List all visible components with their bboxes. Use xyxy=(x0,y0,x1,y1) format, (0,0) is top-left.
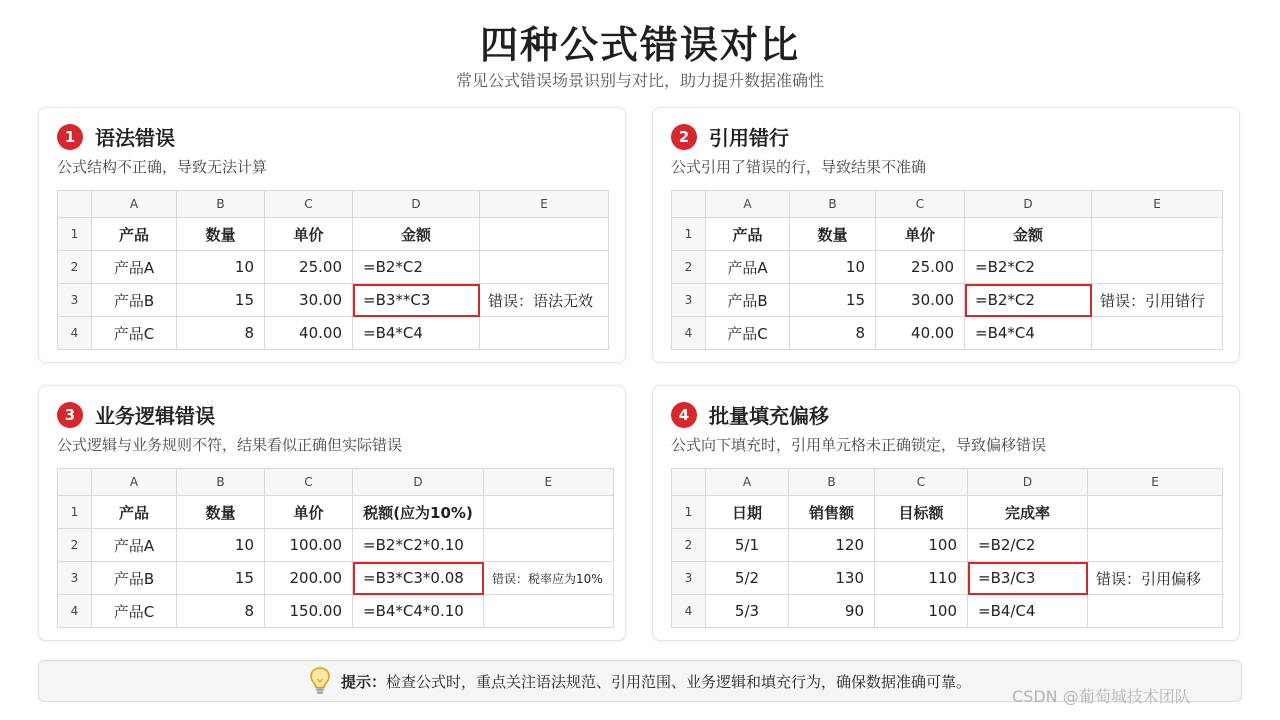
card-number-badge: 4 xyxy=(671,402,697,428)
card-description: 公式向下填充时，引用单元格未正确锁定，导致偏移错误 xyxy=(671,436,1047,454)
column-header[interactable]: A xyxy=(706,469,789,496)
card-title: 业务逻辑错误 xyxy=(95,404,215,428)
cell[interactable]: 90 xyxy=(789,595,875,628)
column-header[interactable]: E xyxy=(484,469,614,496)
row-header[interactable]: 4 xyxy=(58,595,92,628)
cell[interactable]: 40.00 xyxy=(265,317,353,350)
row-header[interactable]: 3 xyxy=(58,284,92,317)
formula-cell[interactable]: =B4/C4 xyxy=(968,595,1088,628)
row-header[interactable]: 4 xyxy=(672,317,706,350)
spreadsheet-table xyxy=(671,190,1223,350)
card-description: 公式引用了错误的行，导致结果不准确 xyxy=(671,158,927,176)
error-formula-cell[interactable]: =B3/C3 xyxy=(968,562,1088,595)
table-row xyxy=(58,284,609,317)
card-business-logic-error xyxy=(38,385,626,641)
card-title: 引用错行 xyxy=(709,126,789,150)
tip-label: 提示： xyxy=(340,672,386,691)
formula-cell[interactable]: =B2*C2*0.10 xyxy=(353,529,484,562)
cell[interactable]: 产品C xyxy=(92,595,177,628)
cell[interactable] xyxy=(480,317,609,350)
table-row xyxy=(672,317,1223,350)
cell[interactable] xyxy=(1088,496,1223,529)
column-header[interactable]: E xyxy=(1088,469,1223,496)
cell[interactable]: 15 xyxy=(177,284,265,317)
cell[interactable]: 日期 xyxy=(706,496,789,529)
cell[interactable]: 10 xyxy=(177,251,265,284)
cell[interactable] xyxy=(480,218,609,251)
column-header[interactable]: C xyxy=(875,469,968,496)
cell[interactable]: 40.00 xyxy=(876,317,965,350)
formula-cell[interactable]: =B4*C4 xyxy=(965,317,1092,350)
row-header[interactable]: 1 xyxy=(58,218,92,251)
column-header[interactable]: D xyxy=(965,191,1092,218)
cell[interactable]: 100 xyxy=(875,595,968,628)
card-syntax-error xyxy=(38,107,626,363)
card-number-badge: 2 xyxy=(671,124,697,150)
cell[interactable]: 数量 xyxy=(177,496,265,529)
row-header[interactable]: 2 xyxy=(58,529,92,562)
spreadsheet-table xyxy=(57,190,609,350)
row-header[interactable]: 4 xyxy=(672,595,706,628)
cell[interactable]: 8 xyxy=(177,317,265,350)
card-fill-offset-error xyxy=(652,385,1240,641)
column-header-row xyxy=(58,469,614,496)
cell[interactable] xyxy=(484,496,614,529)
cell[interactable]: 产品A xyxy=(92,251,177,284)
cell[interactable]: 200.00 xyxy=(265,562,353,595)
corner-cell[interactable] xyxy=(672,191,706,218)
error-message: 错误：引用偏移 xyxy=(1088,562,1223,595)
cell[interactable] xyxy=(480,251,609,284)
table-row xyxy=(58,218,609,251)
column-header[interactable]: B xyxy=(177,469,265,496)
row-header[interactable]: 4 xyxy=(58,317,92,350)
cell[interactable]: 25.00 xyxy=(876,251,965,284)
cell[interactable]: 金额 xyxy=(965,218,1092,251)
table-row xyxy=(672,251,1223,284)
cell[interactable]: 5/3 xyxy=(706,595,789,628)
column-header[interactable]: C xyxy=(265,191,353,218)
table-row xyxy=(58,251,609,284)
card-description: 公式逻辑与业务规则不符，结果看似正确但实际错误 xyxy=(57,436,403,454)
column-header-row xyxy=(672,469,1223,496)
row-header[interactable]: 2 xyxy=(672,529,706,562)
cell[interactable]: 10 xyxy=(790,251,876,284)
card-title: 批量填充偏移 xyxy=(709,404,829,428)
page-title: 四种公式错误对比 xyxy=(479,23,800,67)
cell[interactable]: 5/1 xyxy=(706,529,789,562)
table-row xyxy=(58,529,614,562)
cell[interactable]: 15 xyxy=(177,562,265,595)
cell[interactable]: 产品B xyxy=(92,284,177,317)
cell[interactable]: 产品A xyxy=(706,251,790,284)
cell[interactable]: 30.00 xyxy=(265,284,353,317)
row-header[interactable]: 1 xyxy=(672,496,706,529)
formula-cell[interactable]: =B4*C4*0.10 xyxy=(353,595,484,628)
card-description: 公式结构不正确，导致无法计算 xyxy=(57,158,268,176)
column-header[interactable]: B xyxy=(789,469,875,496)
table-row xyxy=(58,562,614,595)
watermark: CSDN @葡萄城技术团队 xyxy=(1012,687,1191,706)
card-title: 语法错误 xyxy=(95,126,175,150)
column-header[interactable]: A xyxy=(92,191,177,218)
row-header[interactable]: 3 xyxy=(58,562,92,595)
formula-cell[interactable]: =B4*C4 xyxy=(353,317,480,350)
row-header[interactable]: 2 xyxy=(672,251,706,284)
table-row xyxy=(672,496,1223,529)
formula-cell[interactable]: =B2/C2 xyxy=(968,529,1088,562)
cell[interactable]: 产品 xyxy=(92,218,177,251)
cell[interactable]: 25.00 xyxy=(265,251,353,284)
column-header[interactable]: B xyxy=(177,191,265,218)
card-header xyxy=(57,400,215,429)
table-row xyxy=(58,496,614,529)
cell[interactable] xyxy=(1092,218,1223,251)
cell[interactable]: 8 xyxy=(177,595,265,628)
card-header xyxy=(671,122,789,151)
column-header[interactable]: D xyxy=(353,469,484,496)
column-header[interactable]: A xyxy=(92,469,177,496)
card-reference-row-error xyxy=(652,107,1240,363)
cell[interactable]: 税额(应为10%) xyxy=(353,496,484,529)
spreadsheet-table xyxy=(57,468,614,628)
cell[interactable]: 金额 xyxy=(353,218,480,251)
cell[interactable]: 5/2 xyxy=(706,562,789,595)
cell[interactable]: 数量 xyxy=(790,218,876,251)
formula-cell[interactable]: =B2*C2 xyxy=(353,251,480,284)
cell[interactable] xyxy=(484,529,614,562)
card-header xyxy=(57,122,175,151)
cell[interactable]: 10 xyxy=(177,529,265,562)
cell[interactable]: 产品A xyxy=(92,529,177,562)
card-number-badge: 1 xyxy=(57,124,83,150)
error-message: 错误：语法无效 xyxy=(480,284,609,317)
cell[interactable]: 120 xyxy=(789,529,875,562)
error-formula-cell[interactable]: =B3*C3*0.08 xyxy=(353,562,484,595)
column-header[interactable]: D xyxy=(353,191,480,218)
card-header xyxy=(671,400,829,429)
cell[interactable]: 完成率 xyxy=(968,496,1088,529)
cell[interactable] xyxy=(484,595,614,628)
cell[interactable]: 产品C xyxy=(92,317,177,350)
column-header[interactable]: B xyxy=(790,191,876,218)
table-row xyxy=(672,284,1223,317)
cell[interactable]: 100.00 xyxy=(265,529,353,562)
cell[interactable]: 产品 xyxy=(706,218,790,251)
table-row xyxy=(58,317,609,350)
card-number-badge: 3 xyxy=(57,402,83,428)
cell[interactable]: 产品C xyxy=(706,317,790,350)
cell[interactable]: 产品B xyxy=(706,284,790,317)
cell[interactable]: 单价 xyxy=(265,218,353,251)
table-row xyxy=(58,595,614,628)
cell[interactable]: 150.00 xyxy=(265,595,353,628)
row-header[interactable]: 1 xyxy=(58,496,92,529)
corner-cell[interactable] xyxy=(58,469,92,496)
corner-cell[interactable] xyxy=(672,469,706,496)
column-header[interactable]: C xyxy=(265,469,353,496)
cell[interactable]: 目标额 xyxy=(875,496,968,529)
corner-cell[interactable] xyxy=(58,191,92,218)
table-row xyxy=(672,562,1223,595)
row-header[interactable]: 1 xyxy=(672,218,706,251)
error-message: 错误：税率应为10% xyxy=(484,562,614,595)
column-header[interactable]: D xyxy=(968,469,1088,496)
formula-cell[interactable]: =B2*C2 xyxy=(965,251,1092,284)
column-header[interactable]: C xyxy=(876,191,965,218)
cell[interactable]: 110 xyxy=(875,562,968,595)
cell[interactable]: 销售额 xyxy=(789,496,875,529)
table-row xyxy=(672,218,1223,251)
error-formula-cell[interactable]: =B2*C2 xyxy=(965,284,1092,317)
tip-text: 检查公式时，重点关注语法规范、引用范围、业务逻辑和填充行为，确保数据准确可靠。 xyxy=(386,672,972,691)
cell[interactable] xyxy=(1088,595,1223,628)
error-formula-cell[interactable]: =B3**C3 xyxy=(353,284,480,317)
cell[interactable]: 产品B xyxy=(92,562,177,595)
cell[interactable]: 15 xyxy=(790,284,876,317)
cell[interactable]: 100 xyxy=(875,529,968,562)
column-header[interactable]: E xyxy=(1092,191,1223,218)
cell[interactable]: 单价 xyxy=(265,496,353,529)
cell[interactable] xyxy=(1088,529,1223,562)
row-header[interactable]: 2 xyxy=(58,251,92,284)
row-header[interactable]: 3 xyxy=(672,562,706,595)
cell[interactable]: 产品 xyxy=(92,496,177,529)
table-row xyxy=(672,529,1223,562)
cell[interactable]: 8 xyxy=(790,317,876,350)
column-header[interactable]: E xyxy=(480,191,609,218)
cell[interactable]: 单价 xyxy=(876,218,965,251)
cell[interactable] xyxy=(1092,251,1223,284)
page-subtitle: 常见公式错误场景识别与对比，助力提升数据准确性 xyxy=(455,71,824,90)
cell[interactable] xyxy=(1092,317,1223,350)
column-header-row xyxy=(672,191,1223,218)
table-row xyxy=(672,595,1223,628)
cell[interactable]: 30.00 xyxy=(876,284,965,317)
cell[interactable]: 数量 xyxy=(177,218,265,251)
spreadsheet-table xyxy=(671,468,1223,628)
cell[interactable]: 130 xyxy=(789,562,875,595)
column-header[interactable]: A xyxy=(706,191,790,218)
error-message: 错误：引用错行 xyxy=(1092,284,1223,317)
column-header-row xyxy=(58,191,609,218)
lightbulb-icon xyxy=(309,666,331,696)
row-header[interactable]: 3 xyxy=(672,284,706,317)
